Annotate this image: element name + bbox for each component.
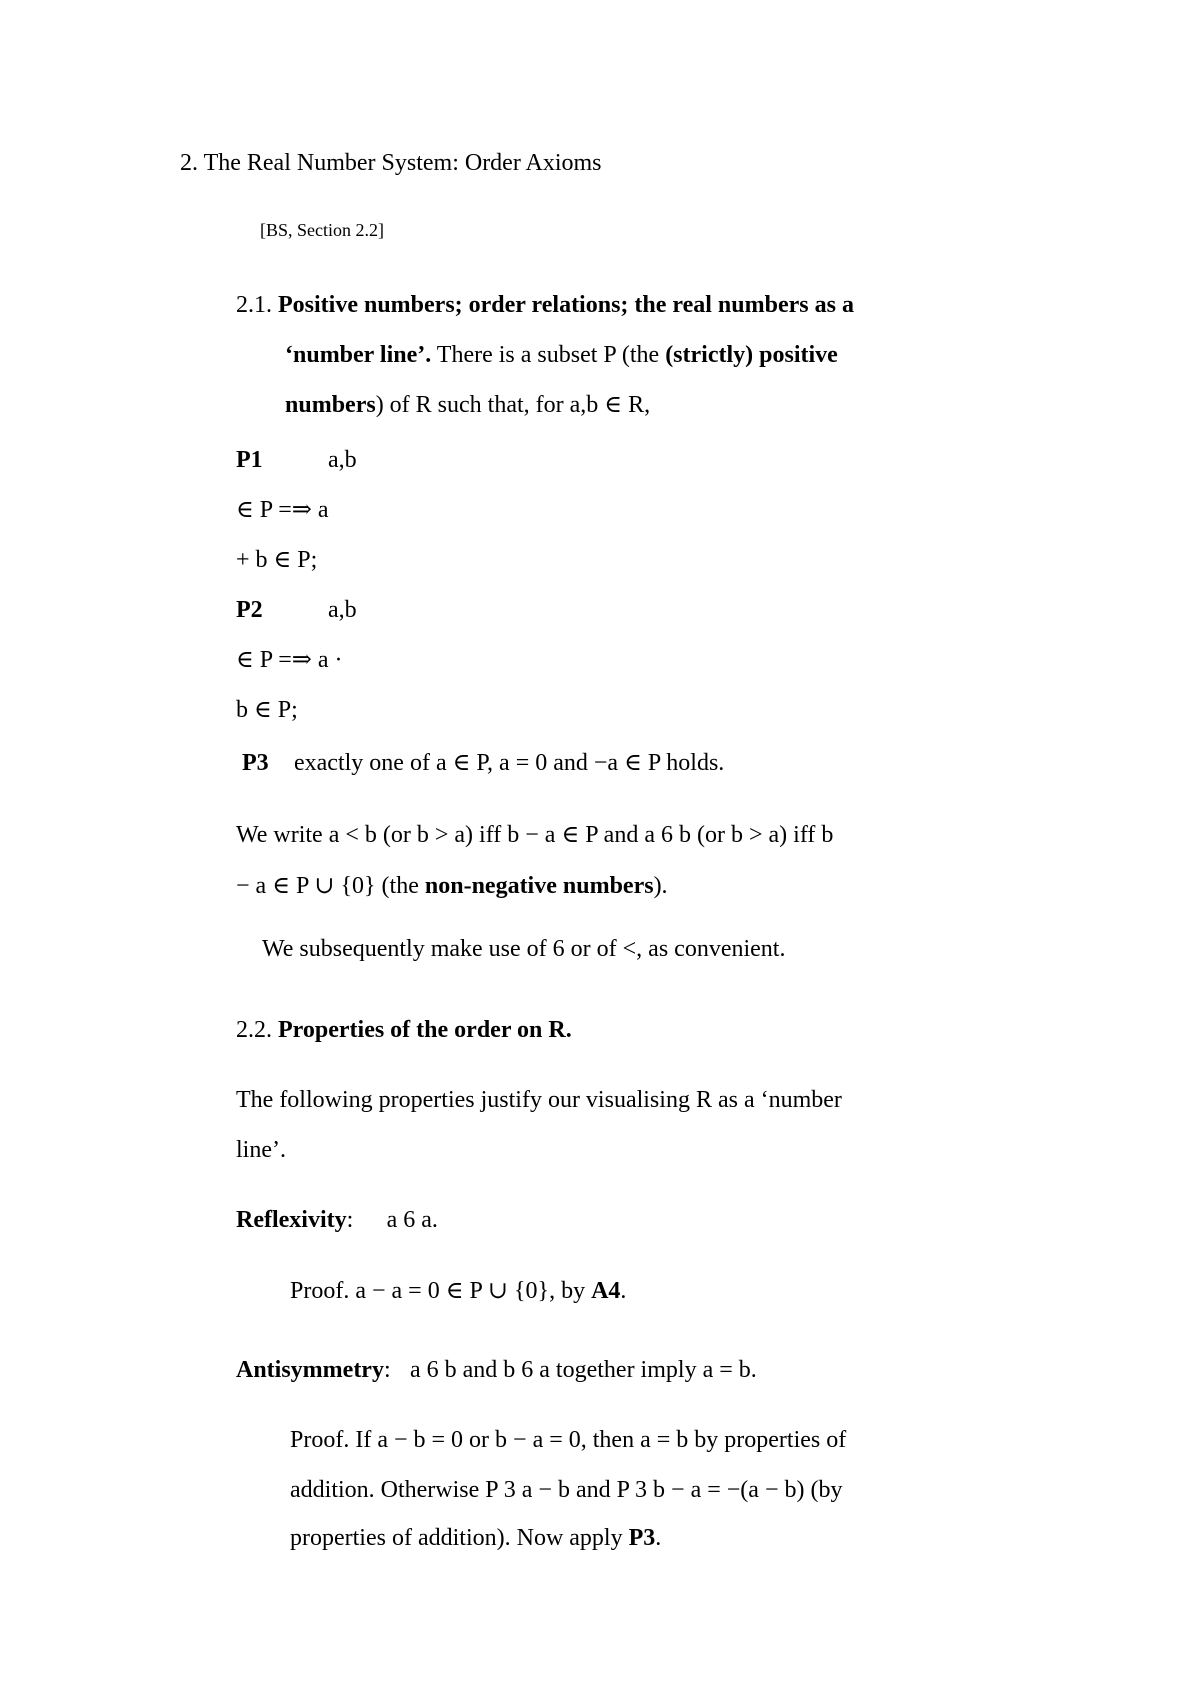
axiom-p2-line3: b ∈ P; [236, 697, 298, 723]
antisymmetry-label: Antisymmetry [236, 1357, 384, 1383]
subset-text-end: ) of R such that, for a,b ∈ R, [375, 392, 651, 418]
axiom-reference: A4 [591, 1278, 621, 1304]
axiom-p2-label: P2 [236, 597, 263, 623]
antisymmetry-proof-line3 [290, 1523, 661, 1553]
axiom-p1-line2: ∈ P =⇒ a [236, 497, 329, 523]
reflexivity-proof [290, 1276, 626, 1306]
axiom-reference: P3 [628, 1525, 656, 1551]
subsection-title: Positive numbers; order relations; the real numbers as a [278, 292, 854, 318]
axiom-p1-text-a: a,b [328, 447, 357, 473]
strictly-positive: (strictly) positive [665, 342, 838, 368]
axiom-p1-label: P1 [236, 447, 263, 473]
properties-intro-line1: The following properties justify our visualising R as a ‘number [236, 1087, 842, 1113]
subsection-2-2-heading [236, 1015, 572, 1045]
subset-text: There is a subset P (the [431, 342, 666, 368]
subsection-title-cont: ‘number line’. [285, 342, 432, 368]
order-definition-line2 [236, 871, 668, 901]
properties-intro-line2: line’. [236, 1137, 286, 1163]
order-definition-line1: We write a < b (or b > a) iff b − a ∈ P and a 6 b (or b > a) iff b [236, 822, 834, 848]
axiom-p3 [242, 748, 724, 778]
reflexivity-label: Reflexivity [236, 1207, 347, 1233]
axiom-p2-line1 [236, 595, 357, 625]
reflexivity-proof-end: . [620, 1278, 627, 1304]
subsection-title-r: R. [542, 1017, 572, 1043]
antisymmetry-statement: a 6 b and b 6 a together imply a = b. [409, 1357, 757, 1383]
section-heading [180, 148, 602, 178]
non-negative-numbers: non-negative numbers [424, 873, 654, 899]
subsection-2-1-line2 [285, 340, 838, 370]
subsection-2-1-line3 [285, 390, 650, 420]
axiom-p3-text: exactly one of a ∈ P, a = 0 and −a ∈ P holds. [294, 750, 725, 776]
reflexivity-line [236, 1205, 438, 1235]
axiom-p2-text-a: a,b [328, 597, 357, 623]
antisymmetry-colon: : [383, 1357, 391, 1383]
reflexivity-colon: : [346, 1207, 354, 1233]
axiom-p1-line1 [236, 445, 357, 475]
reflexivity-statement: a 6 a. [386, 1207, 438, 1233]
antisymmetry-proof-end: . [655, 1525, 662, 1551]
subsection-number: 2.2. [236, 1017, 272, 1043]
order-definition-end: ). [653, 873, 668, 899]
axiom-p2-line2: ∈ P =⇒ a · [236, 647, 343, 673]
antisymmetry-line [236, 1355, 757, 1385]
antisymmetry-proof-line1: Proof. If a − b = 0 or b − a = 0, then a = b by properties of [290, 1427, 847, 1453]
antisymmetry-proof-line2: addition. Otherwise P 3 a − b and P 3 b − a = −(a − b) (by [290, 1477, 843, 1503]
reference: [BS, Section 2.2] [260, 220, 384, 240]
subsection-number: 2.1. [236, 292, 272, 318]
antisymmetry-proof-text: properties of addition). Now apply [290, 1525, 629, 1551]
axiom-p1-line3: + b ∈ P; [236, 547, 318, 573]
section-title: The Real Number System: Order Axioms [203, 150, 602, 176]
axiom-p3-label: P3 [242, 750, 269, 776]
convenience-note: We subsequently make use of 6 or of <, as convenient. [262, 936, 786, 962]
subsection-title: Properties of the order on [278, 1017, 543, 1043]
section-number: 2. [180, 150, 198, 176]
reflexivity-proof-text: Proof. a − a = 0 ∈ P ∪ {0}, by [290, 1278, 592, 1304]
subsection-2-1-line1 [236, 290, 854, 320]
order-definition-text: − a ∈ P ∪ {0} (the [236, 873, 425, 899]
numbers-bold: numbers [285, 392, 376, 418]
